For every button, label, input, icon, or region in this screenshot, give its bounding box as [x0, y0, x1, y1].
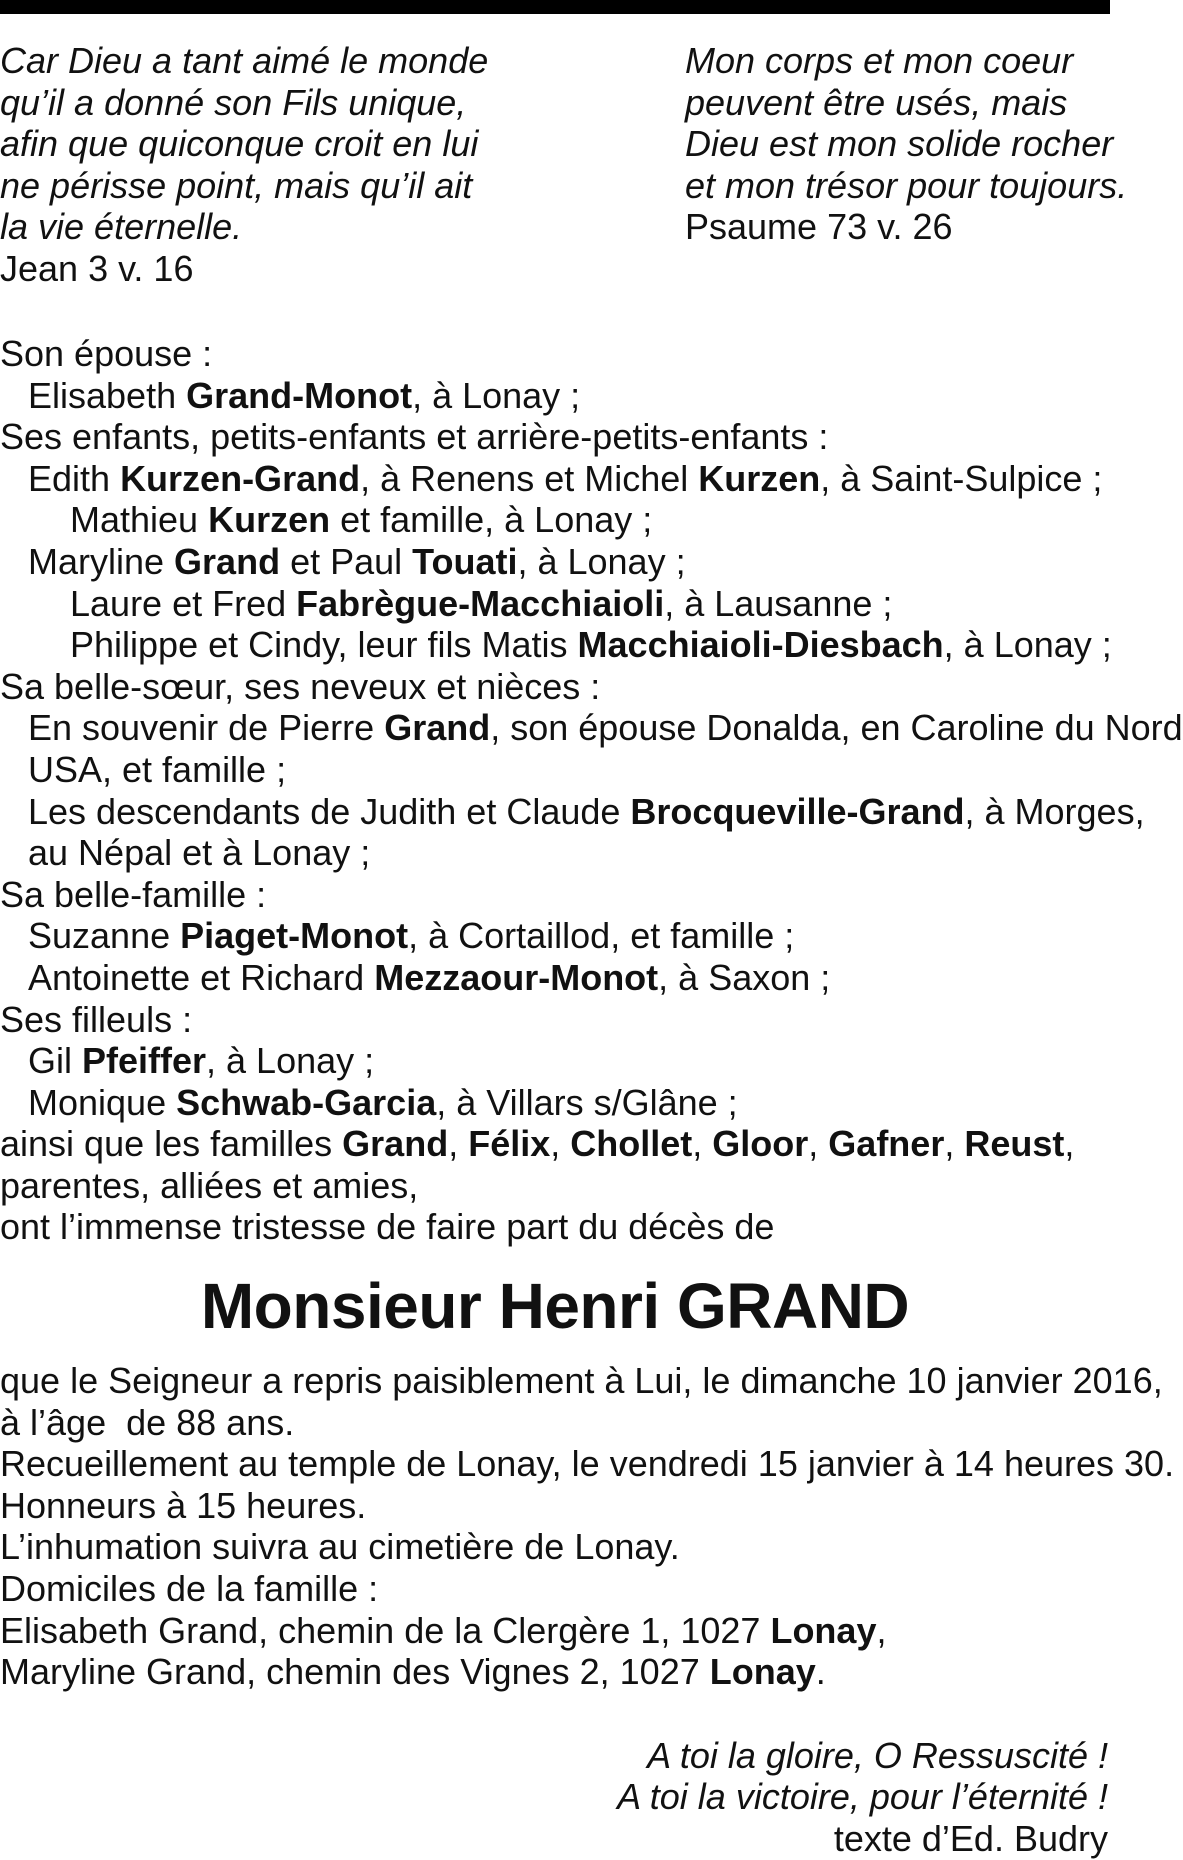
closing-author: texte d’Ed. Budry — [833, 1818, 1108, 1859]
text: Philippe et Cindy, leur fils Matis — [70, 624, 578, 666]
family-member-line — [0, 790, 1145, 833]
text: Maryline Grand, chemin des Vignes 2, 1027 — [0, 1651, 710, 1693]
details-line: à l’âge de 88 ans. — [0, 1401, 295, 1443]
verse-john — [0, 40, 488, 290]
text: Les descendants de Judith et Claude — [28, 790, 631, 832]
bible-verses — [0, 40, 1128, 289]
verse-line: et mon trésor pour toujours. — [685, 164, 1128, 206]
family-list — [0, 333, 1183, 1248]
separator: , — [808, 1123, 829, 1165]
announcement-line: ont l’immense tristesse de faire part du décès de — [0, 1206, 775, 1248]
funeral-details — [0, 1360, 1175, 1693]
verse-line: Mon corps et mon coeur — [685, 40, 1074, 81]
text: , son épouse Donalda, en Caroline du Nord — [490, 707, 1183, 749]
address-line — [0, 1610, 1110, 1652]
godchildren-heading: Ses filleuls : — [0, 998, 193, 1040]
separator: , — [944, 1123, 965, 1165]
text: Gil — [28, 1040, 82, 1082]
text: , à Lonay ; — [943, 624, 1112, 666]
deceased-name: Monsieur Henri GRAND — [200, 1270, 910, 1343]
text: Laure et Fred — [70, 582, 297, 624]
text: En souvenir de Pierre — [28, 707, 385, 749]
family-name: Brocqueville-Grand — [630, 790, 965, 832]
family-member-line — [0, 624, 1110, 666]
family-member-line — [0, 583, 1110, 625]
text: , — [876, 1609, 887, 1651]
families-line — [0, 1123, 1110, 1165]
family-name: Reust — [964, 1123, 1065, 1165]
family-name: Kurzen-Grand — [120, 457, 361, 499]
family-member-line — [0, 458, 1110, 500]
text: , à Villars s/Glâne ; — [436, 1081, 738, 1123]
text: Maryline — [28, 540, 175, 582]
closing-line: A toi la victoire, pour l’éternité ! — [617, 1776, 1108, 1818]
verse-line: Car Dieu a tant aimé le monde — [0, 40, 489, 81]
family-name: Gafner — [828, 1123, 945, 1165]
family-name: Piaget-Monot — [180, 915, 409, 957]
text: Suzanne — [28, 915, 181, 957]
family-member-line — [0, 707, 1183, 749]
family-name: Macchiaioli-Diesbach — [577, 624, 944, 666]
verse-line: Dieu est mon solide rocher — [685, 123, 1114, 165]
text: Edith — [28, 457, 121, 499]
family-name: Chollet — [570, 1123, 693, 1165]
sister-in-law-heading: Sa belle-sœur, ses neveux et nièces : — [0, 665, 601, 707]
children-heading: Ses enfants, petits-enfants et arrière-petits-enfants : — [0, 416, 829, 458]
text: , à Lonay ; — [517, 540, 686, 582]
family-name: Pfeiffer — [82, 1040, 207, 1082]
relatives-line: parentes, alliées et amies, — [0, 1164, 419, 1206]
family-member-line: USA, et famille ; — [28, 748, 287, 790]
address-line — [0, 1651, 1110, 1693]
verse-line: peuvent être usés, mais — [685, 81, 1068, 123]
family-name: Kurzen — [698, 457, 821, 499]
verse-psalm — [685, 40, 1128, 248]
verse-line: qu’il a donné son Fils unique, — [0, 81, 467, 123]
text: , à Saint-Sulpice ; — [820, 457, 1103, 499]
family-member-line — [0, 499, 1110, 541]
verse-line: ne périsse point, mais qu’il ait — [0, 164, 473, 206]
family-name: Schwab-Garcia — [176, 1081, 437, 1123]
text: Antoinette et Richard — [28, 956, 375, 998]
first-name: Elisabeth — [28, 374, 187, 416]
family-name: Grand-Monot — [186, 374, 413, 416]
text: Elisabeth Grand, chemin de la Clergère 1, 1027 — [0, 1609, 771, 1651]
closing-line: A toi la gloire, O Ressuscité ! — [647, 1734, 1108, 1776]
separator: , — [550, 1123, 571, 1165]
family-name: Mezzaour-Monot — [374, 956, 659, 998]
details-line: Honneurs à 15 heures. — [0, 1484, 367, 1526]
text: Monique — [28, 1081, 177, 1123]
family-member-line — [0, 541, 1110, 583]
text: , à Lausanne ; — [664, 582, 893, 624]
family-name: Kurzen — [208, 499, 331, 541]
city: Lonay — [709, 1651, 816, 1693]
family-name: Grand — [384, 707, 491, 749]
text: , à Cortaillod, et famille ; — [408, 915, 795, 957]
separator: , — [448, 1123, 469, 1165]
family-member-line: au Népal et à Lonay ; — [28, 832, 371, 874]
city: Lonay — [770, 1609, 877, 1651]
separator: , — [692, 1123, 713, 1165]
closing-verse — [0, 1735, 1110, 1860]
location: , à Lonay ; — [412, 374, 581, 416]
verse-reference: Psaume 73 v. 26 — [685, 206, 953, 248]
family-name: Gloor — [712, 1123, 809, 1165]
details-line: L’inhumation suivra au cimetière de Lonay. — [0, 1526, 680, 1568]
family-name: Touati — [412, 540, 518, 582]
text: , — [1064, 1123, 1075, 1165]
spouse-line — [0, 375, 1110, 417]
verse-line: afin que quiconque croit en lui — [0, 123, 479, 165]
family-member-line — [0, 957, 1110, 999]
text: , à Renens et Michel — [360, 457, 699, 499]
text: , à Morges, — [964, 790, 1145, 832]
in-laws-heading: Sa belle-famille : — [0, 873, 267, 915]
verse-line: la vie éternelle. — [0, 206, 243, 248]
text: . — [815, 1651, 826, 1693]
family-member-line — [0, 1082, 1110, 1124]
family-member-line — [0, 1040, 1110, 1082]
text: , à Lonay ; — [206, 1040, 375, 1082]
spouse-heading: Son épouse : — [0, 333, 213, 374]
verse-reference: Jean 3 v. 16 — [0, 247, 194, 289]
text: , à Saxon ; — [658, 956, 831, 998]
details-line: que le Seigneur a repris paisiblement à Lui, le dimanche 10 janvier 2016, — [0, 1360, 1163, 1402]
text: et famille, à Lonay ; — [330, 499, 653, 541]
family-name: Grand — [174, 540, 281, 582]
text: Mathieu — [70, 499, 209, 541]
obituary — [0, 40, 1183, 1860]
details-line: Domiciles de la famille : — [0, 1568, 379, 1610]
family-name: Fabrègue-Macchiaioli — [296, 582, 665, 624]
family-name: Grand — [342, 1123, 449, 1165]
text: ainsi que les familles — [0, 1123, 343, 1165]
text: et Paul — [280, 540, 413, 582]
details-line: Recueillement au temple de Lonay, le vendredi 15 janvier à 14 heures 30. — [0, 1443, 1175, 1485]
family-member-line — [0, 915, 1110, 957]
top-rule — [0, 0, 1110, 14]
family-name: Félix — [468, 1123, 551, 1165]
